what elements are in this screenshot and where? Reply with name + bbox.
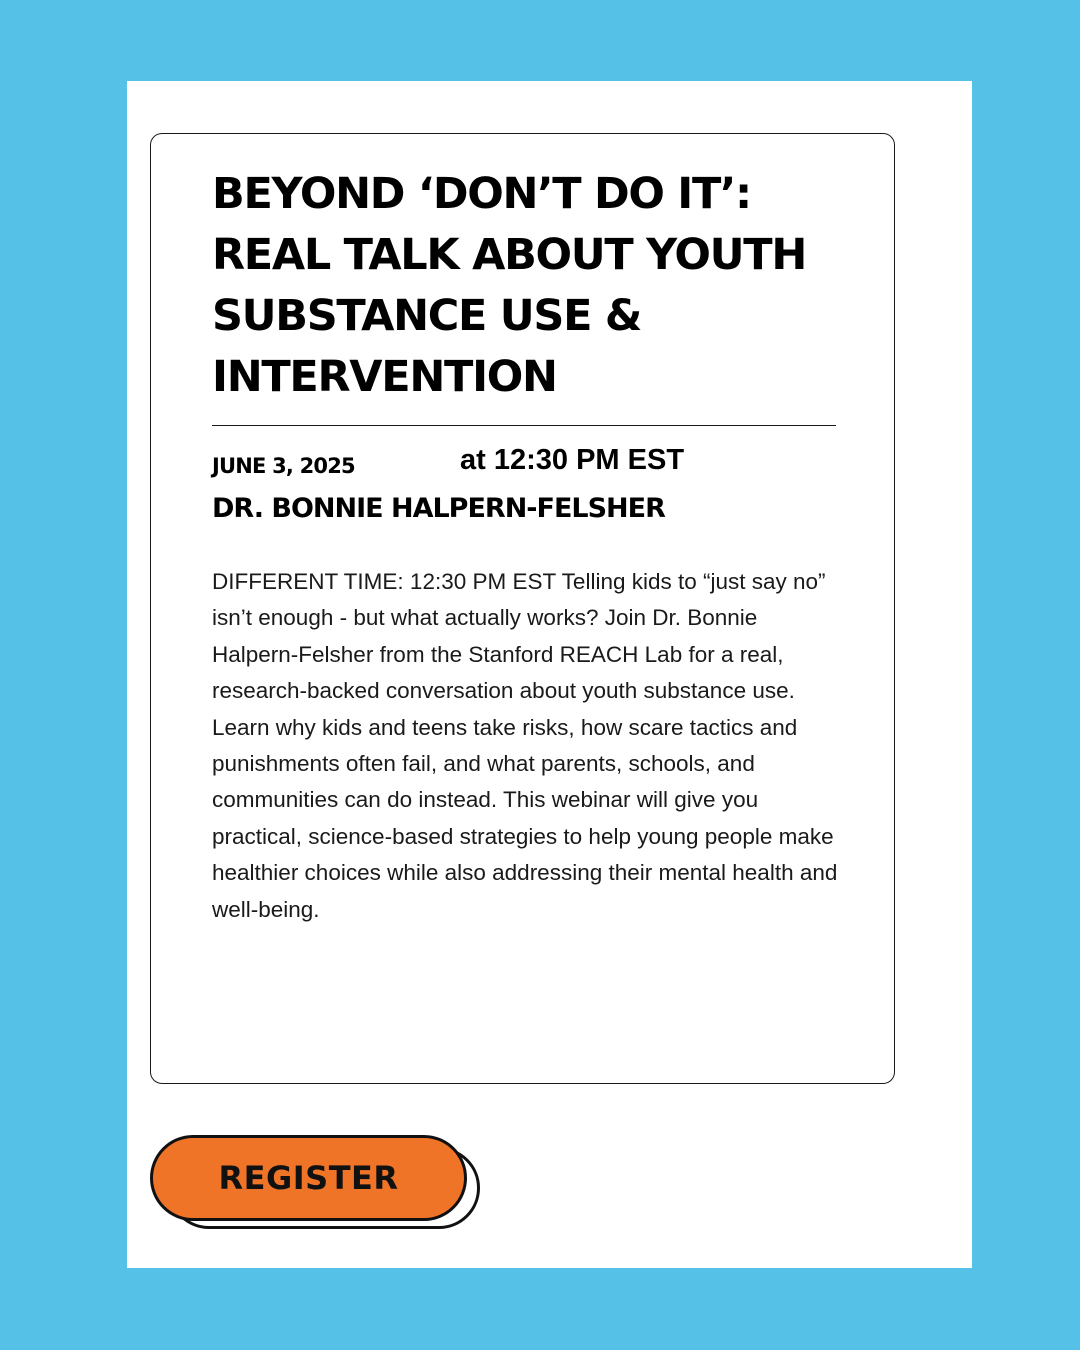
event-title: BEYOND ‘DON’T DO IT’: REAL TALK ABOUT YOUTH SUBSTANCE USE & INTERVENTION: [212, 169, 807, 402]
event-description: DIFFERENT TIME: 12:30 PM EST Telling kids to “just say no” isn’t enough - but what actually works? Join Dr. Bonnie Halpern-Felsher from the Stanford REACH Lab for a real, research-backed conversation about youth substance use. Learn why kids and teens take risks, how scare tactics and punishments often fail, and what parents, schools, and communities can do instead. This webinar will give you practical, science-based strategies to help young people make healthier choices while also addressing their mental health and well-being.: [212, 569, 838, 922]
register-button[interactable]: [150, 1135, 467, 1221]
event-time: at 12:30 PM EST: [460, 444, 685, 476]
event-card: [150, 133, 895, 1084]
register-button-label: REGISTER: [218, 1159, 399, 1197]
speaker-name: DR. BONNIE HALPERN-FELSHER: [212, 493, 665, 524]
event-panel: [127, 81, 972, 1268]
event-date: JUNE 3, 2025: [212, 454, 355, 478]
divider: [212, 425, 836, 426]
